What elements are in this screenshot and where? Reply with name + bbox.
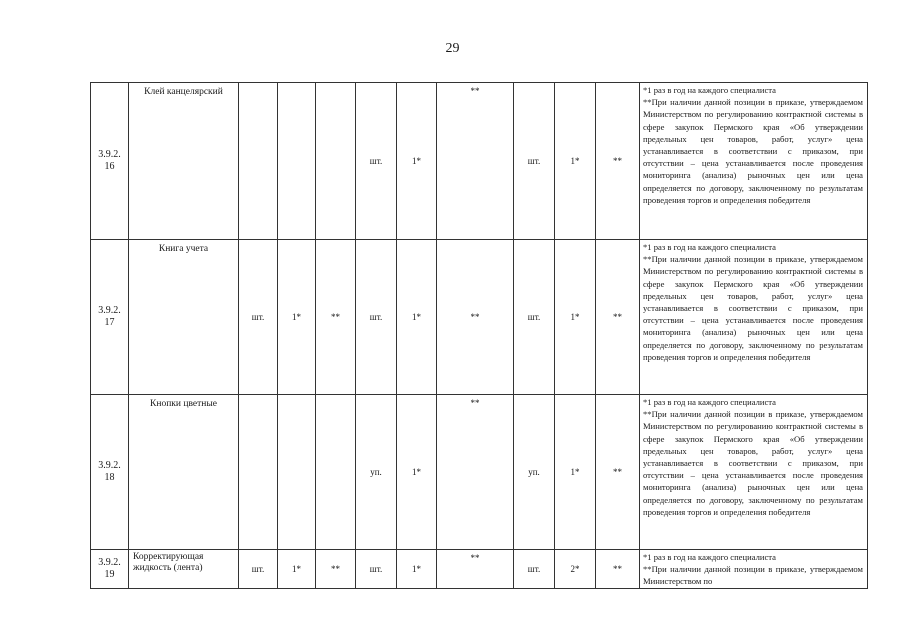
- cell-price-2: **: [437, 240, 514, 395]
- note-frequency: *1 раз в год на каждого специалиста: [643, 85, 776, 95]
- cell-unit-3: шт.: [514, 83, 555, 240]
- cell-price-2: [437, 395, 514, 550]
- row-number: 3.9.2. 16: [91, 83, 129, 240]
- cell-qty-1: 1*: [278, 240, 316, 395]
- supply-norms-table: [90, 82, 868, 589]
- cell-unit-1: шт.: [239, 240, 278, 395]
- cell-qty-3: 1*: [555, 395, 596, 550]
- cell-unit-1: [239, 395, 278, 550]
- cell-unit-3: шт.: [514, 550, 555, 589]
- cell-qty-2: 1*: [397, 550, 437, 589]
- table-row: [91, 240, 868, 395]
- cell-price-1: [316, 395, 356, 550]
- cell-qty-2: 1*: [397, 240, 437, 395]
- cell-price-2-value: **: [470, 398, 480, 408]
- cell-qty-2: 1*: [397, 83, 437, 240]
- cell-unit-2: шт.: [356, 550, 397, 589]
- cell-qty-3: 1*: [555, 83, 596, 240]
- cell-price-3: **: [596, 550, 640, 589]
- row-number: 3.9.2. 18: [91, 395, 129, 550]
- table-row: [91, 550, 868, 589]
- note-price-rule: **При наличии данной позиции в приказе, утверждаемом Министерством по: [643, 564, 863, 587]
- cell-unit-2: шт.: [356, 83, 397, 240]
- cell-unit-2: уп.: [356, 395, 397, 550]
- note-cell: [640, 83, 868, 240]
- note-price-rule: **При наличии данной позиции в приказе, утверждаемом Министерством по регулированию контрактной системы в сфере закупок Пермского края «Об утверждении предельных цен товаров, работ, услуг» цена устанавливается в соответствии с приказом, при отсутствии – цена устанавливается после проведения мониторинга (анализа) рыночных цен или цена определяется по договору, заключенному по результатам проведения торгов и определения победителя: [643, 409, 863, 517]
- cell-price-3: **: [596, 395, 640, 550]
- table-row: [91, 395, 868, 550]
- cell-unit-1: [239, 83, 278, 240]
- cell-qty-1: [278, 83, 316, 240]
- cell-unit-2: шт.: [356, 240, 397, 395]
- item-name: Клей канцелярский: [129, 83, 239, 240]
- cell-qty-1: [278, 395, 316, 550]
- cell-price-1: [316, 83, 356, 240]
- item-name: Книга учета: [129, 240, 239, 395]
- item-name: Кнопки цветные: [129, 395, 239, 550]
- cell-qty-3: 2*: [555, 550, 596, 589]
- note-cell: [640, 395, 868, 550]
- table-row: [91, 83, 868, 240]
- item-name: Корректирующая жидкость (лента): [129, 550, 239, 589]
- note-price-rule: **При наличии данной позиции в приказе, утверждаемом Министерством по регулированию контрактной системы в сфере закупок Пермского края «Об утверждении предельных цен товаров, работ, услуг» цена устанавливается в соответствии с приказом, при отсутствии – цена устанавливается после проведения мониторинга (анализа) рыночных цен или цена определяется по договору, заключенному по результатам проведения торгов и определения победителя: [643, 97, 863, 205]
- cell-unit-3: уп.: [514, 395, 555, 550]
- cell-price-1: **: [316, 550, 356, 589]
- note-cell: [640, 550, 868, 589]
- cell-qty-2: 1*: [397, 395, 437, 550]
- note-frequency: *1 раз в год на каждого специалиста: [643, 242, 776, 252]
- note-cell: [640, 240, 868, 395]
- cell-price-2: **: [437, 550, 514, 589]
- cell-unit-3: шт.: [514, 240, 555, 395]
- cell-price-3: **: [596, 240, 640, 395]
- cell-price-3: **: [596, 83, 640, 240]
- note-frequency: *1 раз в год на каждого специалиста: [643, 397, 776, 407]
- note-frequency: *1 раз в год на каждого специалиста: [643, 552, 776, 562]
- row-number: 3.9.2. 19: [91, 550, 129, 589]
- cell-unit-1: шт.: [239, 550, 278, 589]
- note-price-rule: **При наличии данной позиции в приказе, утверждаемом Министерством по регулированию контрактной системы в сфере закупок Пермского края «Об утверждении предельных цен товаров, работ, услуг» цена устанавливается в соответствии с приказом, при отсутствии – цена устанавливается после проведения мониторинга (анализа) рыночных цен или цена определяется по договору, заключенному по результатам проведения торгов и определения победителя: [643, 254, 863, 362]
- cell-price-2: **: [437, 83, 514, 240]
- row-number: 3.9.2. 17: [91, 240, 129, 395]
- cell-qty-1: 1*: [278, 550, 316, 589]
- cell-price-1: **: [316, 240, 356, 395]
- cell-qty-3: 1*: [555, 240, 596, 395]
- page-number: 29: [445, 41, 460, 56]
